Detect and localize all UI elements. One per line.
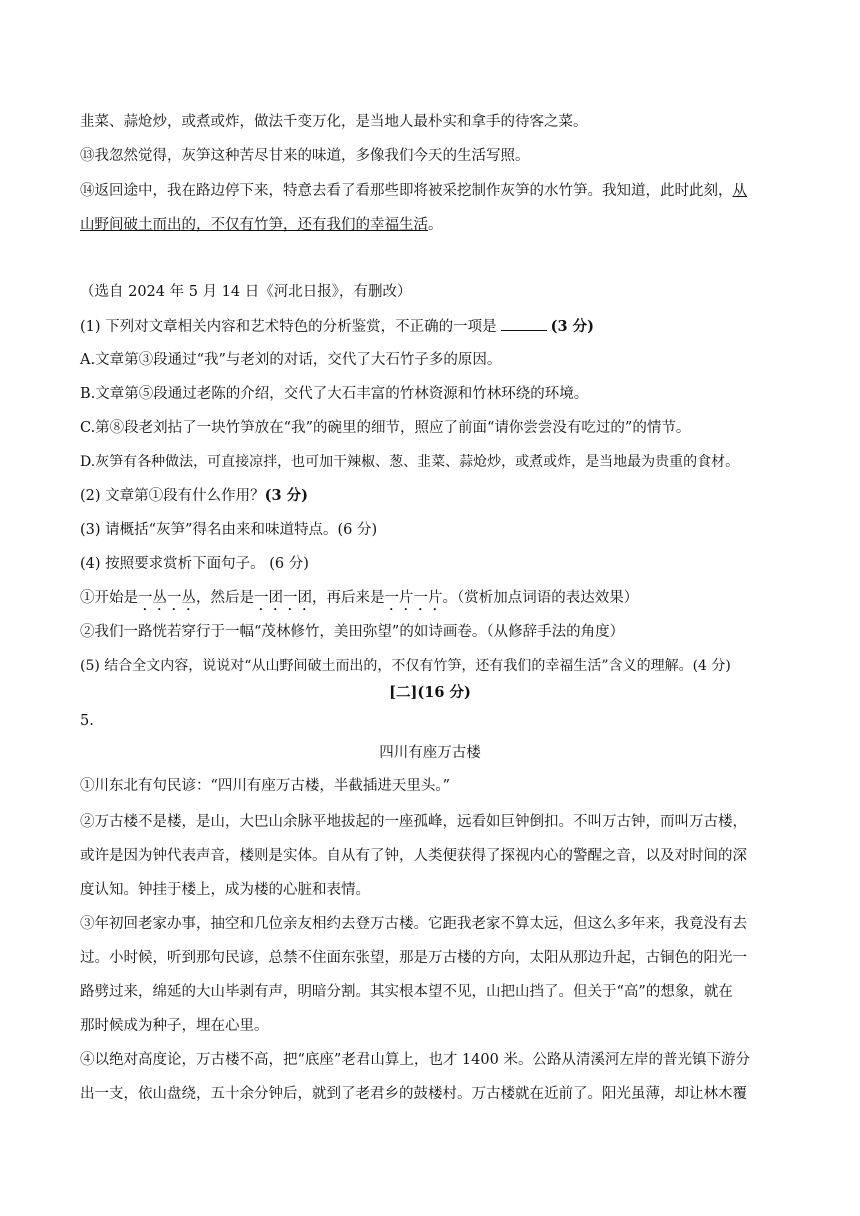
source-citation: （选自 2024 年 5 月 14 日《河北日报》，有删改） bbox=[80, 284, 412, 300]
question-number: 5. bbox=[80, 713, 94, 729]
paragraph-3-line-4: 那时候成为种子，埋在心里。 bbox=[80, 1018, 269, 1034]
section-heading: [二](16 分) bbox=[389, 684, 471, 701]
paragraph-2-line-3: 度认知。钟挂于楼上，成为楼的心脏和表情。 bbox=[80, 882, 370, 898]
passage-line: 韭菜、蒜炝炒，或煮或炸，做法千变万化，是当地人最朴实和拿手的待客之菜。 bbox=[80, 114, 588, 130]
option-c: C.第⑧段老刘拈了一块竹笋放在“我”的碗里的细节，照应了前面“请你尝尝没有吃过的”的情节。 bbox=[80, 420, 691, 436]
question-3: (3) 请概括“灰笋”得名由来和味道特点。(6 分) bbox=[80, 522, 378, 538]
underlined-sentence: 山野间破土而出的，不仅有竹笋，还有我们的幸福生活 bbox=[80, 217, 428, 233]
question-4: (4) 按照要求赏析下面句子。 (6 分) bbox=[80, 556, 309, 572]
paragraph-14: ⑭返回途中，我在路边停下来，特意去看了看那些即将被采挖制作灰笋的水竹笋。我知道，此时此刻，从 bbox=[80, 183, 747, 199]
dotted-phrase: 一片一片 bbox=[384, 590, 443, 606]
underlined-sentence-start: 从 bbox=[732, 183, 747, 199]
question-1: (1) 下列对文章相关内容和艺术特色的分析鉴赏，不正确的一项是 (3 分) bbox=[80, 318, 595, 335]
paragraph-2-line-2: 或许是因为钟代表声音，楼则是实体。自从有了钟，人类便获得了探视内心的警醒之音，以及对时间的深 bbox=[80, 848, 747, 864]
paragraph-3: ③年初回老家办事，抽空和几位亲友相约去登万古楼。它距我老家不算太远，但这么多年来，我竟没有去 bbox=[80, 916, 747, 932]
option-d: D.灰笋有各种做法，可直接凉拌，也可加干辣椒、葱、韭菜、蒜炝炒，或煮或炸，是当地最为贵重的食材。 bbox=[80, 454, 740, 470]
paragraph-3-line-2: 过。小时候，听到那句民谚，总禁不住面东张望，那是万古楼的方向，太阳从那边升起，古铜色的阳光一 bbox=[80, 950, 747, 966]
paragraph-1: ①川东北有句民谚：“四川有座万古楼，半截插进天里头。” bbox=[80, 778, 451, 794]
question-2: (2) 文章第①段有什么作用？(3 分) bbox=[80, 487, 309, 504]
paragraph-14-cont: 山野间破土而出的，不仅有竹笋，还有我们的幸福生活。 bbox=[80, 217, 443, 233]
paragraph-2: ②万古楼不是楼，是山，大巴山余脉平地拔起的一座孤峰，远看如巨钟倒扣。不叫万古钟，而叫万古楼， bbox=[80, 814, 747, 830]
dotted-phrase: 一团一团 bbox=[254, 590, 312, 606]
paragraph-13: ⑬我忽然觉得，灰笋这种苦尽甘来的味道，多像我们今天的生活写照。 bbox=[80, 148, 530, 164]
paragraph-3-line-3: 路劈过来，绵延的大山毕剥有声，明暗分割。其实根本望不见，山把山挡了。但关于“高”的想象，就在 bbox=[80, 984, 733, 1000]
article-title: 四川有座万古楼 bbox=[379, 745, 481, 761]
paragraph-4: ④以绝对高度论，万古楼不高，把“底座”老君山算上，也才 1400 米。公路从清溪河左岸的普光镇下游分 bbox=[80, 1052, 750, 1068]
option-a: A.文章第③段通过“我”与老刘的对话，交代了大石竹子多的原因。 bbox=[80, 352, 502, 368]
option-b: B.文章第⑤段通过老陈的介绍，交代了大石丰富的竹林资源和竹林环绕的环境。 bbox=[80, 386, 589, 402]
question-5: (5) 结合全文内容，说说对“从山野间破土而出的，不仅有竹笋，还有我们的幸福生活”含义的理解。(4 分) bbox=[80, 658, 731, 674]
question-4-item-2: ②我们一路恍若穿行于一幅“茂林修竹，美田弥望”的如诗画卷。（从修辞手法的角度） bbox=[80, 624, 625, 640]
answer-blank bbox=[501, 316, 547, 331]
paragraph-4-line-2: 出一支，依山盘绕，五十余分钟后，就到了老君乡的鼓楼村。万古楼就在近前了。阳光虽薄，却让林木覆 bbox=[80, 1086, 747, 1102]
dotted-phrase: 一丛一丛 bbox=[138, 590, 196, 606]
question-4-item-1: ①开始是一丛一丛，然后是一团一团，再后来是一片一片。（赏析加点词语的表达效果） bbox=[80, 590, 639, 606]
